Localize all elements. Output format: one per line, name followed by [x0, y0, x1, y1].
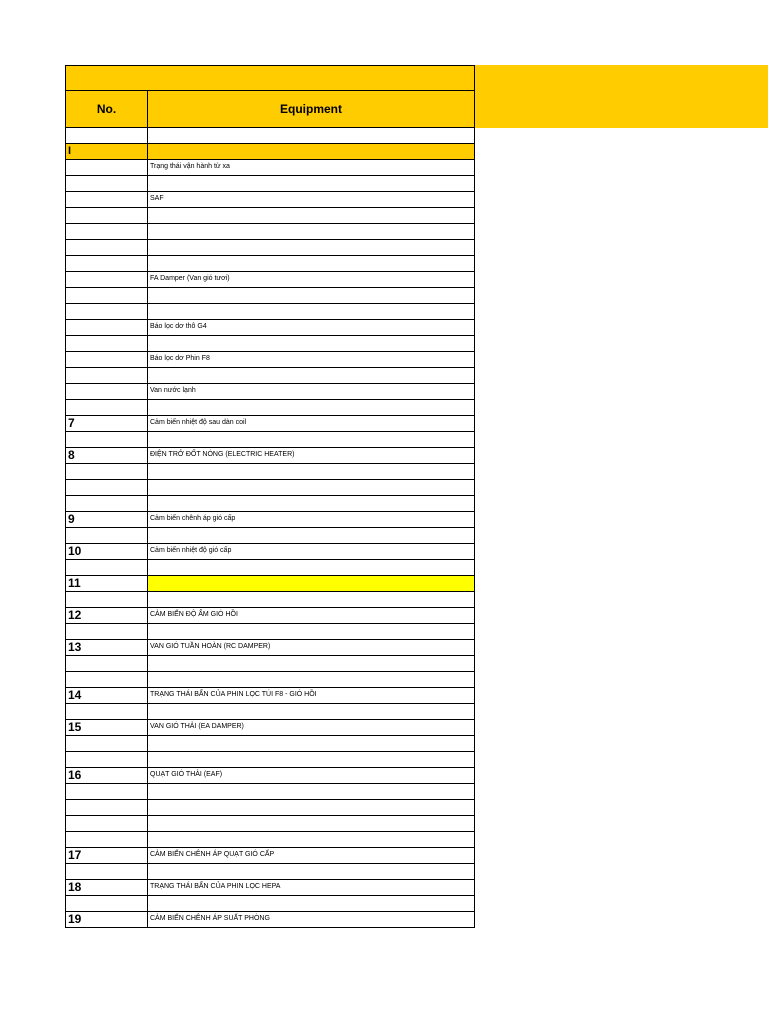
row-number-cell — [66, 528, 148, 544]
equipment-column-header: Equipment — [148, 91, 475, 128]
row-number-cell — [66, 784, 148, 800]
row-number-cell — [66, 192, 148, 208]
table-row — [66, 880, 475, 896]
table-row — [66, 912, 475, 928]
equipment-cell — [148, 704, 475, 720]
equipment-cell — [148, 560, 475, 576]
row-number-cell — [66, 320, 148, 336]
equipment-cell: VAN GIÓ TUẦN HOÀN (RC DAMPER) — [148, 640, 475, 656]
equipment-cell — [148, 144, 475, 160]
equipment-cell — [148, 896, 475, 912]
row-number-cell — [66, 400, 148, 416]
equipment-cell: VAN GIÓ THẢI (EA DAMPER) — [148, 720, 475, 736]
row-number-cell — [66, 704, 148, 720]
table-body — [66, 66, 475, 928]
row-number-cell — [66, 176, 148, 192]
row-number-cell — [66, 464, 148, 480]
table-row — [66, 160, 475, 176]
table-row — [66, 432, 475, 448]
table-row — [66, 752, 475, 768]
row-number-cell: 16 — [66, 768, 148, 784]
equipment-cell — [148, 784, 475, 800]
row-number-cell — [66, 288, 148, 304]
table-row — [66, 272, 475, 288]
table-row — [66, 128, 475, 144]
equipment-cell — [148, 864, 475, 880]
row-number-cell — [66, 592, 148, 608]
equipment-cell: ĐIỆN TRỞ ĐỐT NÓNG (ELECTRIC HEATER) — [148, 448, 475, 464]
table-row — [66, 320, 475, 336]
equipment-cell — [148, 656, 475, 672]
header-band-fill — [474, 65, 768, 128]
equipment-cell — [148, 736, 475, 752]
row-number-cell — [66, 352, 148, 368]
row-number-cell: 9 — [66, 512, 148, 528]
table-row — [66, 864, 475, 880]
equipment-cell: CẢM BIẾN CHÊNH ÁP QUẠT GIÓ CẤP — [148, 848, 475, 864]
equipment-cell — [148, 816, 475, 832]
row-number-cell — [66, 832, 148, 848]
table-row — [66, 832, 475, 848]
row-number-cell — [66, 480, 148, 496]
table-row — [66, 464, 475, 480]
row-number-cell — [66, 368, 148, 384]
equipment-cell — [148, 480, 475, 496]
equipment-cell — [148, 832, 475, 848]
table-row — [66, 544, 475, 560]
table-row — [66, 256, 475, 272]
equipment-cell: Cảm biến chênh áp gió cấp — [148, 512, 475, 528]
table-row — [66, 576, 475, 592]
equipment-table — [65, 65, 475, 928]
row-number-cell — [66, 896, 148, 912]
row-number-cell — [66, 736, 148, 752]
table-row — [66, 352, 475, 368]
table-row — [66, 512, 475, 528]
row-number-cell — [66, 624, 148, 640]
equipment-cell: Cảm biến nhiệt độ sau dàn coil — [148, 416, 475, 432]
equipment-cell — [148, 240, 475, 256]
row-number-cell — [66, 800, 148, 816]
table-row — [66, 368, 475, 384]
row-number-cell — [66, 272, 148, 288]
row-number-cell — [66, 256, 148, 272]
row-number-cell: 13 — [66, 640, 148, 656]
equipment-cell — [148, 400, 475, 416]
row-number-cell: 18 — [66, 880, 148, 896]
row-number-cell — [66, 128, 148, 144]
table-row — [66, 384, 475, 400]
row-number-cell — [66, 240, 148, 256]
row-number-cell: 8 — [66, 448, 148, 464]
row-number-cell: 11 — [66, 576, 148, 592]
equipment-cell — [148, 176, 475, 192]
section-row — [66, 144, 475, 160]
row-number-cell — [66, 208, 148, 224]
table-row — [66, 896, 475, 912]
table-row — [66, 784, 475, 800]
row-number-cell: 10 — [66, 544, 148, 560]
table-row — [66, 656, 475, 672]
equipment-cell — [148, 496, 475, 512]
equipment-cell: FA Damper (Van gió tươi) — [148, 272, 475, 288]
row-number-cell — [66, 336, 148, 352]
table-row — [66, 192, 475, 208]
equipment-cell — [148, 368, 475, 384]
table-row — [66, 288, 475, 304]
equipment-cell — [148, 672, 475, 688]
equipment-cell — [148, 304, 475, 320]
row-number-cell — [66, 656, 148, 672]
table-row — [66, 400, 475, 416]
equipment-cell: SAF — [148, 192, 475, 208]
table-row — [66, 240, 475, 256]
table-row — [66, 208, 475, 224]
table-row — [66, 528, 475, 544]
row-number-cell — [66, 304, 148, 320]
row-number-cell — [66, 864, 148, 880]
equipment-cell: CẢM BIẾN ĐỘ ẨM GIÓ HỒI — [148, 608, 475, 624]
table-row — [66, 480, 475, 496]
equipment-cell: CẢM BIẾN CHÊNH ÁP SUẤT PHÒNG — [148, 912, 475, 928]
table-row — [66, 720, 475, 736]
row-number-cell: 19 — [66, 912, 148, 928]
table-row — [66, 848, 475, 864]
row-number-cell: 17 — [66, 848, 148, 864]
equipment-cell: Báo lọc dơ thô G4 — [148, 320, 475, 336]
table-row — [66, 704, 475, 720]
table-row — [66, 736, 475, 752]
equipment-cell: Báo lọc dơ Phin F8 — [148, 352, 475, 368]
equipment-cell: Cảm biến nhiệt độ gió cấp — [148, 544, 475, 560]
table-row — [66, 768, 475, 784]
table-row — [66, 800, 475, 816]
table-row — [66, 592, 475, 608]
equipment-cell — [148, 336, 475, 352]
title-cell — [66, 66, 475, 91]
table-row — [66, 176, 475, 192]
table-row — [66, 688, 475, 704]
title-row — [66, 66, 475, 91]
row-number-cell — [66, 752, 148, 768]
header-row — [66, 91, 475, 128]
equipment-cell — [148, 288, 475, 304]
table-row — [66, 448, 475, 464]
table-row — [66, 816, 475, 832]
row-number-cell — [66, 672, 148, 688]
row-number-cell — [66, 224, 148, 240]
table-row — [66, 560, 475, 576]
equipment-cell: Trạng thái vận hành từ xa — [148, 160, 475, 176]
row-number-cell: I — [66, 144, 148, 160]
row-number-cell: 7 — [66, 416, 148, 432]
row-number-cell: 14 — [66, 688, 148, 704]
table-row — [66, 336, 475, 352]
equipment-cell: QUẠT GIÓ THẢI (EAF) — [148, 768, 475, 784]
table-row — [66, 496, 475, 512]
equipment-cell — [148, 624, 475, 640]
equipment-cell — [148, 464, 475, 480]
equipment-cell — [148, 128, 475, 144]
row-number-cell — [66, 160, 148, 176]
table-row — [66, 640, 475, 656]
equipment-cell — [148, 224, 475, 240]
equipment-cell: TRẠNG THÁI BẨN CỦA PHIN LỌC TÚI F8 - GIÓ HỒI — [148, 688, 475, 704]
row-number-cell: 15 — [66, 720, 148, 736]
equipment-cell — [148, 800, 475, 816]
row-number-cell — [66, 496, 148, 512]
equipment-cell — [148, 528, 475, 544]
equipment-cell — [148, 208, 475, 224]
row-number-cell: 12 — [66, 608, 148, 624]
row-number-cell — [66, 816, 148, 832]
table-row — [66, 416, 475, 432]
equipment-cell — [148, 592, 475, 608]
table-row — [66, 672, 475, 688]
table-row — [66, 624, 475, 640]
table-row — [66, 608, 475, 624]
equipment-cell — [148, 256, 475, 272]
equipment-cell — [148, 432, 475, 448]
row-number-cell — [66, 432, 148, 448]
equipment-cell — [148, 576, 475, 592]
equipment-cell — [148, 752, 475, 768]
table-row — [66, 224, 475, 240]
no-column-header: No. — [66, 91, 148, 128]
row-number-cell — [66, 560, 148, 576]
row-number-cell — [66, 384, 148, 400]
equipment-cell: Van nước lạnh — [148, 384, 475, 400]
equipment-cell: TRẠNG THÁI BẨN CỦA PHIN LỌC HEPA — [148, 880, 475, 896]
table-row — [66, 304, 475, 320]
